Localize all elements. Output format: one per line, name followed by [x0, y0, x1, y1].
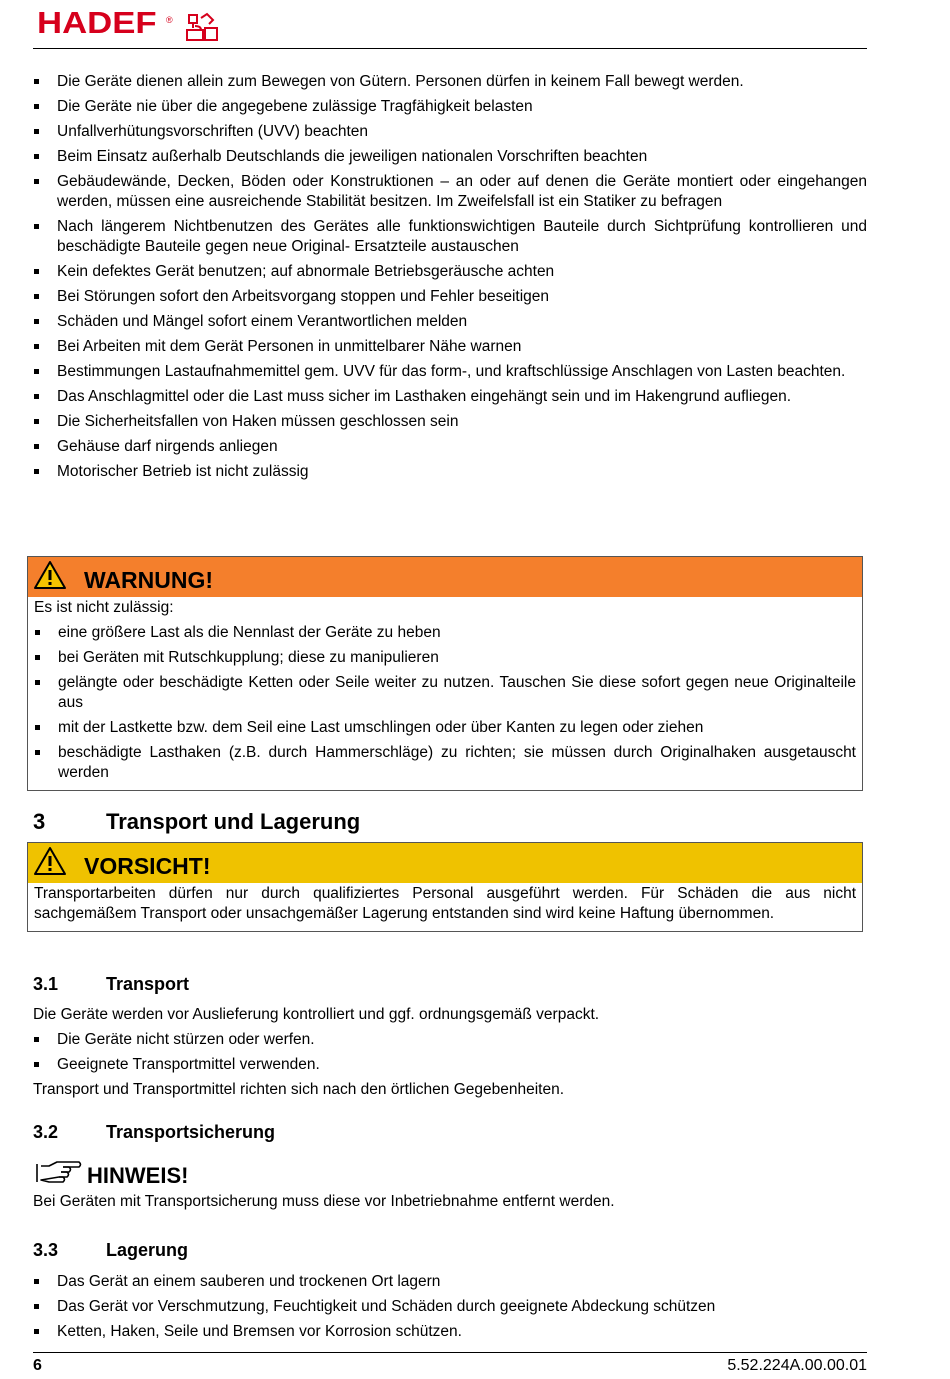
- subsection-number: 3.3: [33, 1240, 59, 1260]
- warning-triangle-icon: [33, 560, 67, 590]
- list-item: Das Gerät vor Verschmutzung, Feuchtigkeit und Schäden durch geeignete Abdeckung schützen: [33, 1297, 867, 1317]
- section-number: 3: [33, 809, 46, 834]
- transport-section: [33, 1005, 867, 1105]
- subsection-number: 3.2: [33, 1122, 59, 1142]
- caution-header: [28, 843, 862, 883]
- pointing-hand-icon: [35, 1160, 83, 1186]
- page-footer: [33, 1352, 867, 1374]
- hint-body: [33, 1192, 867, 1217]
- list-item: Geeignete Transportmittel verwenden.: [33, 1055, 867, 1075]
- subsection-title: Transportsicherung: [106, 1122, 276, 1142]
- hint-title: HINWEIS!: [87, 1163, 189, 1188]
- list-item: Gebäudewände, Decken, Böden oder Konstruktionen – an oder auf denen die Geräte montiert oder eingehangen werden, müssen eine ausreichende Stabilität besitzen. Im Zweifelsfall ist ein Statiker zu befragen: [33, 172, 867, 212]
- warning-header: [28, 557, 862, 597]
- list-item: Bestimmungen Lastaufnahmemittel gem. UVV für das form-, und kraftschlüssige Anschlagen von Lasten beachten.: [33, 362, 867, 382]
- warning-title: WARNUNG!: [84, 567, 214, 593]
- list-item: Das Anschlagmittel oder die Last muss sicher im Lasthaken eingehängt sein und im Hakengrund aufliegen.: [33, 387, 867, 407]
- list-item: bei Geräten mit Rutschkupplung; diese zu manipulieren: [34, 648, 856, 668]
- caution-box: [27, 842, 863, 932]
- storage-section: [33, 1272, 867, 1347]
- caution-title: VORSICHT!: [84, 853, 211, 879]
- list-item: Schäden und Mängel sofort einem Verantwortlichen melden: [33, 312, 867, 332]
- warning-box: [27, 556, 863, 791]
- warning-list: [34, 623, 856, 783]
- list-item: Motorischer Betrieb ist nicht zulässig: [33, 462, 867, 482]
- caution-body: [28, 883, 862, 931]
- list-item: Das Gerät an einem sauberen und trockenen Ort lagern: [33, 1272, 867, 1292]
- list-item: Ketten, Haken, Seile und Bremsen vor Korrosion schützen.: [33, 1322, 867, 1342]
- hint-text: Bei Geräten mit Transportsicherung muss diese vor Inbetriebnahme entfernt werden.: [33, 1193, 615, 1210]
- list-item: gelängte oder beschädigte Ketten oder Seile weiter zu nutzen. Tauschen Sie diese sofort gegen neue Originalteile aus: [34, 673, 856, 713]
- subsection-heading-3-3: [33, 1238, 188, 1262]
- crane-hook-icon: [183, 12, 221, 42]
- section-title: Transport und Lagerung: [106, 809, 361, 834]
- list-item: Unfallverhütungsvorschriften (UVV) beachten: [33, 122, 867, 142]
- list-item: Bei Arbeiten mit dem Gerät Personen in unmittelbarer Nähe warnen: [33, 337, 867, 357]
- transport-outro: Transport und Transportmittel richten sich nach den örtlichen Gegebenheiten.: [33, 1081, 565, 1098]
- list-item: Die Geräte nicht stürzen oder werfen.: [33, 1030, 867, 1050]
- list-item: mit der Lastkette bzw. dem Seil eine Last umschlingen oder über Kanten zu legen oder ziehen: [34, 718, 856, 738]
- subsection-title: Transport: [106, 974, 190, 994]
- section-heading-3: [33, 808, 360, 836]
- storage-list: [33, 1272, 867, 1342]
- document-number: 5.52.224A.00.00.01: [727, 1357, 867, 1374]
- safety-instructions: [33, 72, 867, 487]
- list-item: eine größere Last als die Nennlast der Geräte zu heben: [34, 623, 856, 643]
- list-item: Gehäuse darf nirgends anliegen: [33, 437, 867, 457]
- list-item: Die Geräte dienen allein zum Bewegen von Gütern. Personen dürfen in keinem Fall bewegt werden.: [33, 72, 867, 92]
- warning-triangle-icon: [33, 846, 67, 876]
- list-item: Beim Einsatz außerhalb Deutschlands die jeweiligen nationalen Vorschriften beachten: [33, 147, 867, 167]
- warning-body: [28, 597, 862, 790]
- subsection-heading-3-1: [33, 972, 189, 996]
- page-number: 6: [33, 1357, 42, 1374]
- list-item: beschädigte Lasthaken (z.B. durch Hammerschläge) zu richten; sie müssen durch Originalhaken ausgetauscht werden: [34, 743, 856, 783]
- list-item: Kein defektes Gerät benutzen; auf abnormale Betriebsgeräusche achten: [33, 262, 867, 282]
- subsection-title: Lagerung: [106, 1240, 189, 1260]
- transport-list: [33, 1030, 867, 1075]
- subsection-number: 3.1: [33, 974, 59, 994]
- list-item: Nach längerem Nichtbenutzen des Gerätes alle funktionswichtigen Bauteile durch Sichtprüfung kontrollieren und beschädigte Bauteile gegen neue Original- Ersatzteile austauschen: [33, 217, 867, 257]
- page-header: [33, 5, 867, 49]
- list-item: Bei Störungen sofort den Arbeitsvorgang stoppen und Fehler beseitigen: [33, 287, 867, 307]
- subsection-heading-3-2: [33, 1120, 275, 1144]
- transport-intro: Die Geräte werden vor Auslieferung kontrolliert und ggf. ordnungsgemäß verpackt.: [33, 1006, 600, 1023]
- warning-lead: Es ist nicht zulässig:: [34, 599, 174, 616]
- list-item: Die Sicherheitsfallen von Haken müssen geschlossen sein: [33, 412, 867, 432]
- safety-bullet-list: [33, 72, 867, 482]
- caution-text: Transportarbeiten dürfen nur durch qualifiziertes Personal ausgeführt werden. Für Schäden die aus nicht sachgemäßem Transport oder unsachgemäßer Lagerung entstanden sind wird keine Haftung übernommen.: [34, 885, 856, 922]
- registered-mark: ®: [166, 15, 173, 25]
- list-item: Die Geräte nie über die angegebene zulässige Tragfähigkeit belasten: [33, 97, 867, 117]
- company-logo: HADEF: [37, 5, 157, 40]
